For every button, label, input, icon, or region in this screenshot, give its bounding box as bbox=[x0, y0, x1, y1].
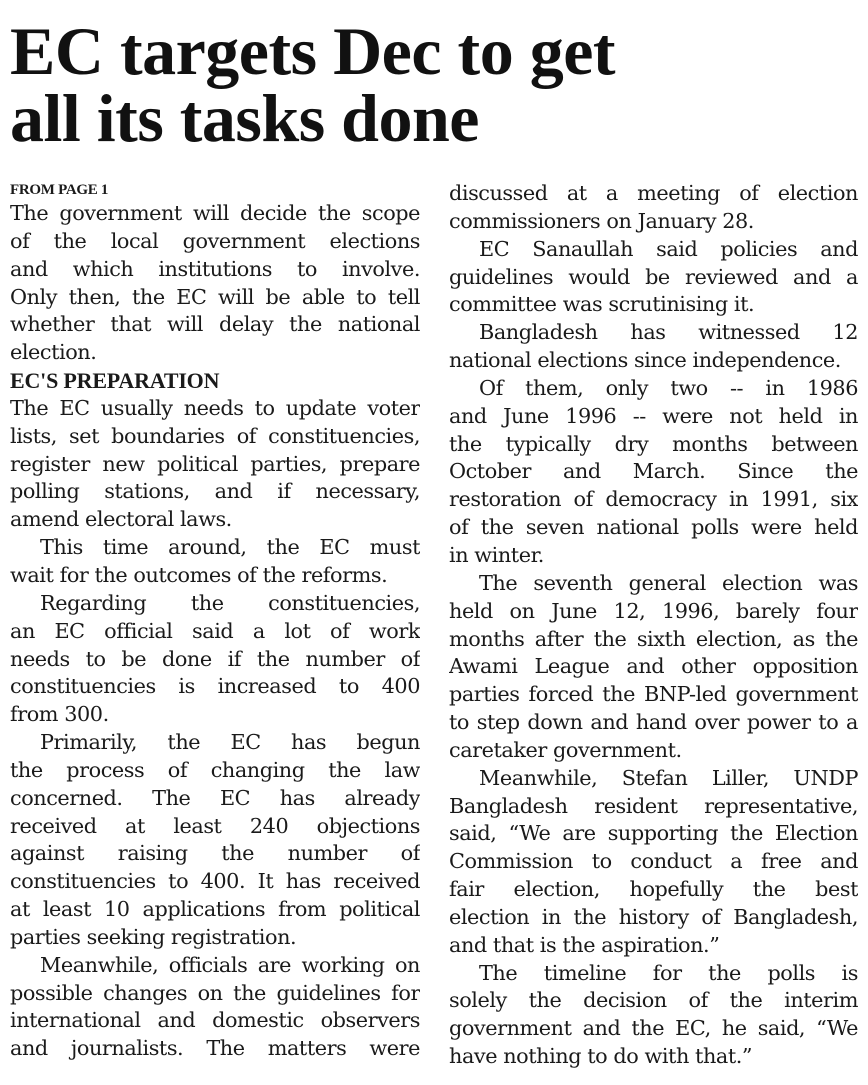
text-line: commissioners on January 28. bbox=[449, 208, 754, 233]
text-line: needs to be done if the number of bbox=[10, 646, 420, 671]
text-line: The government will decide the scope bbox=[10, 201, 420, 225]
text-line: have nothing to do with that.” bbox=[449, 1044, 753, 1069]
text-line: national elections since independence. bbox=[449, 348, 841, 373]
text-line: election in the history of Bangladesh, bbox=[449, 904, 858, 929]
text-line: This time around, the EC must bbox=[40, 535, 420, 560]
text-line: the process of changing the law bbox=[10, 757, 420, 782]
text-line: Only then, the EC will be able to tell bbox=[10, 284, 420, 309]
paragraph bbox=[449, 570, 858, 765]
text-line: Meanwhile, Stefan Liller, UNDP bbox=[479, 765, 858, 790]
text-line: concerned. The EC has already bbox=[10, 785, 420, 810]
text-line: Bangladesh has witnessed 12 bbox=[479, 320, 858, 345]
headline-line-2: all its tasks done bbox=[10, 80, 479, 156]
text-line: parties seeking registration. bbox=[10, 924, 297, 949]
text-line: Bangladesh resident representative, bbox=[449, 793, 858, 818]
text-line: polling stations, and if necessary, bbox=[10, 479, 420, 504]
text-line: and which institutions to involve. bbox=[10, 256, 420, 281]
text-line: received at least 240 objections bbox=[10, 813, 420, 838]
paragraph bbox=[10, 200, 420, 367]
text-line: discussed at a meeting of election bbox=[449, 181, 858, 205]
text-line: amend electoral laws. bbox=[10, 507, 232, 532]
text-line: parties forced the BNP-led government bbox=[449, 682, 858, 707]
paragraph bbox=[10, 729, 420, 952]
paragraph bbox=[449, 375, 858, 570]
text-line: committee was scrutinising it. bbox=[449, 292, 755, 317]
text-line: Of them, only two -- in 1986 bbox=[479, 375, 858, 400]
text-line: of the local government elections bbox=[10, 228, 420, 253]
text-line: EC Sanaullah said policies and bbox=[479, 236, 858, 261]
kicker-from-page: FROM PAGE 1 bbox=[10, 182, 109, 198]
text-line: constituencies is increased to 400 bbox=[10, 674, 420, 699]
text-line: The timeline for the polls is bbox=[479, 960, 858, 985]
text-line: to step down and hand over power to a bbox=[449, 710, 858, 735]
text-line: and June 1996 -- were not held in bbox=[449, 403, 858, 428]
text-line: said, “We are supporting the Election bbox=[449, 821, 858, 846]
paragraph bbox=[449, 180, 858, 236]
text-line: in winter. bbox=[449, 542, 544, 567]
paragraph bbox=[449, 319, 858, 375]
text-line: guidelines would be reviewed and a bbox=[449, 264, 858, 289]
subheading: EC'S PREPARATION bbox=[10, 368, 220, 394]
headline-line-1: EC targets Dec to get bbox=[10, 13, 616, 89]
text-line: Regarding the constituencies, bbox=[40, 590, 420, 615]
text-line: government and the EC, he said, “We bbox=[449, 1016, 858, 1041]
article-column-left bbox=[10, 180, 420, 1063]
text-line: lists, set boundaries of constituencies, bbox=[10, 423, 420, 448]
text-line: Primarily, the EC has begun bbox=[40, 730, 420, 755]
paragraph bbox=[449, 765, 858, 960]
paragraph bbox=[10, 952, 420, 1063]
paragraph bbox=[449, 960, 858, 1071]
text-line: constituencies to 400. It has received bbox=[10, 869, 420, 894]
text-line: months after the sixth election, as the bbox=[449, 626, 858, 651]
text-line: and that is the aspiration.” bbox=[449, 932, 720, 957]
text-line: whether that will delay the national bbox=[10, 312, 420, 337]
text-line: at least 10 applications from political bbox=[10, 897, 420, 922]
text-line: against raising the number of bbox=[10, 841, 420, 866]
paragraph bbox=[10, 395, 420, 534]
text-line: restoration of democracy in 1991, six bbox=[449, 487, 858, 512]
paragraph bbox=[10, 590, 420, 729]
text-line: The seventh general election was bbox=[479, 570, 858, 595]
text-line: October and March. Since the bbox=[449, 459, 858, 484]
text-line: international and domestic observers bbox=[10, 1008, 420, 1033]
text-line: the typically dry months between bbox=[449, 431, 858, 456]
text-line: wait for the outcomes of the reforms. bbox=[10, 562, 388, 587]
text-line: held on June 12, 1996, barely four bbox=[449, 598, 858, 623]
text-line: Awami League and other opposition bbox=[449, 654, 858, 679]
text-line: The EC usually needs to update voter bbox=[10, 395, 420, 420]
text-line: Commission to conduct a free and bbox=[449, 849, 858, 874]
text-line: solely the decision of the interim bbox=[449, 988, 858, 1013]
text-line: and journalists. The matters were bbox=[10, 1036, 420, 1061]
text-line: election. bbox=[10, 340, 97, 365]
text-line: an EC official said a lot of work bbox=[10, 618, 420, 643]
text-line: from 300. bbox=[10, 702, 109, 727]
text-line: possible changes on the guidelines for bbox=[10, 980, 420, 1005]
paragraph bbox=[449, 236, 858, 320]
text-line: fair election, hopefully the best bbox=[449, 877, 858, 902]
text-line: caretaker government. bbox=[449, 737, 682, 762]
article-column-right bbox=[449, 180, 858, 1071]
headline bbox=[10, 13, 860, 156]
text-line: Meanwhile, officials are working on bbox=[40, 952, 420, 977]
text-line: of the seven national polls were held bbox=[449, 515, 858, 540]
paragraph bbox=[10, 534, 420, 590]
text-line: register new political parties, prepare bbox=[10, 451, 420, 476]
